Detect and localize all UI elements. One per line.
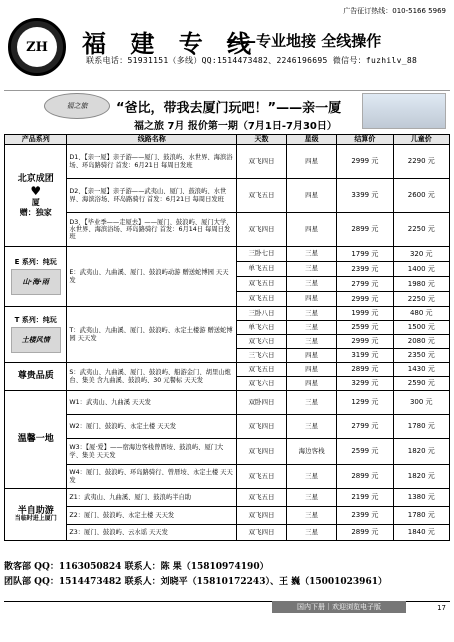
star: 三星 <box>287 335 337 349</box>
star: 三星 <box>287 525 337 541</box>
days: 双飞四日 <box>237 145 287 179</box>
category-beijing <box>5 145 67 247</box>
route-name: E：武夷山、九曲溪、厦门、鼓浪屿动游 赠送蛇博园 天天发 <box>67 247 237 307</box>
logo-text: ZH <box>17 27 57 67</box>
header <box>4 18 450 88</box>
days: 单飞六日 <box>237 321 287 335</box>
logo <box>8 18 66 76</box>
star: 四星 <box>287 213 337 247</box>
col-header: 星级 <box>287 135 337 145</box>
col-header: 结算价 <box>337 135 393 145</box>
table-row <box>5 307 450 321</box>
child-price: 2350 元 <box>393 349 449 363</box>
days: 双卧四日 <box>237 391 287 415</box>
star: 四星 <box>287 145 337 179</box>
price: 2599 元 <box>337 321 393 335</box>
table-row <box>5 391 450 415</box>
price: 3199 元 <box>337 349 393 363</box>
days: 双飞五日 <box>237 489 287 507</box>
child-price: 2250 元 <box>393 292 449 307</box>
child-price: 1780 元 <box>393 507 449 525</box>
promo-logo: 福之旅 <box>44 93 110 119</box>
days: 双飞六日 <box>237 377 287 391</box>
heart-icon: ♥ <box>30 183 42 198</box>
site-banner: 国内下册｜欢迎浏览电子版 www.zyoo.net <box>272 601 406 613</box>
star: 四星 <box>287 363 337 377</box>
days: 双飞五日 <box>237 179 287 213</box>
category-vip: 尊贵品质 <box>5 363 67 391</box>
route-name: Z1：武夷山、九曲溪、厦门、鼓浪屿半自助 <box>67 489 237 507</box>
route-name: W2：厦门、鼓浪屿、永定土楼 天天发 <box>67 415 237 439</box>
brand-subtitle: ——专业地接 全线操作 <box>226 32 382 50</box>
col-header: 天数 <box>237 135 287 145</box>
promo-slogan: “爸比，带我去厦门玩吧！”——亲一厦 <box>116 101 342 116</box>
promo-banner <box>4 90 450 133</box>
child-price: 1820 元 <box>393 465 449 489</box>
table-row <box>5 465 450 489</box>
category-sub: 厦 <box>31 198 40 208</box>
table-row <box>5 415 450 439</box>
table-row <box>5 507 450 525</box>
price: 3299 元 <box>337 377 393 391</box>
days: 三飞六日 <box>237 349 287 363</box>
star: 三星 <box>287 277 337 292</box>
route-name: T：武夷山、九曲溪、厦门、鼓浪屿、永定土楼游 赠送蛇博园 天天发 <box>67 307 237 363</box>
table-row <box>5 489 450 507</box>
price: 1799 元 <box>337 247 393 262</box>
category-warm: 温馨一地 <box>5 391 67 489</box>
footer-contacts <box>4 560 450 590</box>
days: 单飞五日 <box>237 262 287 277</box>
col-header: 产品系列 <box>5 135 67 145</box>
category-gift: 赠：独家 <box>19 207 52 217</box>
category-sub: 当临时进上厦门 <box>14 515 57 523</box>
star: 三星 <box>287 465 337 489</box>
price: 3399 元 <box>337 179 393 213</box>
table-row <box>5 363 450 377</box>
child-price: 1840 元 <box>393 525 449 541</box>
child-price: 1780 元 <box>393 415 449 439</box>
star: 海边客栈 <box>287 439 337 465</box>
star: 三星 <box>287 321 337 335</box>
price: 1299 元 <box>337 391 393 415</box>
star: 三星 <box>287 507 337 525</box>
route-name: S：武夷山、九曲溪、厦门、鼓浪屿、船游金门、胡里山炮台、集美 含九曲溪、鼓浪屿、30 元餐标 天天发 <box>67 363 237 391</box>
table-row <box>5 247 450 262</box>
category-e <box>5 247 67 307</box>
table-row <box>5 439 450 465</box>
route-name: W1：武夷山、九曲溪 天天发 <box>67 391 237 415</box>
col-header: 儿童价 <box>393 135 449 145</box>
category-title: T 系列：纯玩 <box>14 316 57 325</box>
days: 双飞四日 <box>237 507 287 525</box>
price: 2899 元 <box>337 525 393 541</box>
star: 三星 <box>287 391 337 415</box>
days: 双飞四日 <box>237 525 287 541</box>
child-price: 2290 元 <box>393 145 449 179</box>
retail-contact: 散客部 QQ：1163050824 联系人：陈 果（15810974190） <box>4 562 269 572</box>
price: 2999 元 <box>337 145 393 179</box>
table-row <box>5 525 450 541</box>
price: 2899 元 <box>337 213 393 247</box>
days: 双飞五日 <box>237 277 287 292</box>
contact-line: 联系电话：51931151（多线）QQ:1514473482、2246196695 微信号：fuzhilv_88 <box>86 56 418 65</box>
child-price: 2080 元 <box>393 335 449 349</box>
page-number: 17 <box>437 604 446 612</box>
promo-period: 福之旅 7月 报价第一期（7月1日-7月30日） <box>134 121 337 132</box>
star: 四星 <box>287 349 337 363</box>
star: 四星 <box>287 292 337 307</box>
scenery-image: 山·海·雨 <box>11 269 61 295</box>
star: 三星 <box>287 247 337 262</box>
days: 双飞四日 <box>237 213 287 247</box>
category-title: E 系列：纯玩 <box>14 258 57 267</box>
table-row <box>5 145 450 179</box>
route-name: D2、【亲一厦】亲子游——武夷山、厦门、鼓浪屿、水世界、海滨浴场、环岛路骑行 首发：6月21日 每周日发班 <box>67 179 237 213</box>
price: 2999 元 <box>337 292 393 307</box>
days: 双飞五日 <box>237 465 287 489</box>
ad-hotline: 广告征订热线：010-5166 5969 <box>343 7 446 15</box>
child-price: 1430 元 <box>393 363 449 377</box>
category-title: 北京成团 <box>17 174 54 185</box>
star: 四星 <box>287 179 337 213</box>
child-price: 1400 元 <box>393 262 449 277</box>
price: 2599 元 <box>337 439 393 465</box>
price: 2199 元 <box>337 489 393 507</box>
days: 双飞五日 <box>237 363 287 377</box>
child-price: 300 元 <box>393 391 449 415</box>
child-price: 1500 元 <box>393 321 449 335</box>
route-name: Z3：厦门、鼓浪屿、云水谣 天天发 <box>67 525 237 541</box>
child-price: 480 元 <box>393 307 449 321</box>
scenery-image: 土楼风情 <box>11 327 61 353</box>
brand-title: 福 建 专 线 <box>82 29 260 58</box>
child-price: 1820 元 <box>393 439 449 465</box>
star: 三星 <box>287 262 337 277</box>
price: 2999 元 <box>337 335 393 349</box>
route-name: D3、【毕业季——走厦去】——厦门、鼓浪屿、厦门大学、水世界、海滨浴场、环岛路骑行 首发：6月14日 每周日发班 <box>67 213 237 247</box>
days: 双飞四日 <box>237 439 287 465</box>
price-table <box>4 134 450 541</box>
price: 1999 元 <box>337 307 393 321</box>
days: 三卧八日 <box>237 307 287 321</box>
child-price: 1380 元 <box>393 489 449 507</box>
child-price: 2600 元 <box>393 179 449 213</box>
route-name: Z2：厦门、鼓浪屿、永定土楼 天天发 <box>67 507 237 525</box>
price: 2799 元 <box>337 277 393 292</box>
star: 四星 <box>287 377 337 391</box>
child-price: 2590 元 <box>393 377 449 391</box>
price: 2899 元 <box>337 363 393 377</box>
table-header-row <box>5 135 450 145</box>
star: 三星 <box>287 415 337 439</box>
table-row <box>5 213 450 247</box>
col-header: 线路名称 <box>67 135 237 145</box>
route-name: D1、【亲一厦】亲子游——厦门、鼓浪屿、水世界、海滨浴场、环岛路骑行 首发：6月21日 每周日发班 <box>67 145 237 179</box>
price: 2799 元 <box>337 415 393 439</box>
group-contact: 团队部 QQ：1514473482 联系人：刘晓平（15810172243）、王 巍（15001023961） <box>4 577 387 587</box>
category-semi <box>5 489 67 541</box>
child-price: 1980 元 <box>393 277 449 292</box>
route-name: W3：【厦·爱】——宿海边客栈曾厝垵、鼓浪屿、厦门大学、集美 天天发 <box>67 439 237 465</box>
category-title: 半自助游 <box>17 505 54 516</box>
days: 双飞六日 <box>237 335 287 349</box>
days: 双飞四日 <box>237 415 287 439</box>
days: 双飞五日 <box>237 292 287 307</box>
table-row <box>5 179 450 213</box>
days: 三卧七日 <box>237 247 287 262</box>
child-price: 2250 元 <box>393 213 449 247</box>
price: 2899 元 <box>337 465 393 489</box>
child-price: 320 元 <box>393 247 449 262</box>
beach-photo <box>362 93 446 129</box>
star: 三星 <box>287 307 337 321</box>
category-t <box>5 307 67 363</box>
price: 2399 元 <box>337 507 393 525</box>
route-name: W4：厦门、鼓浪屿、环岛路骑行、曾厝垵、永定土楼 天天发 <box>67 465 237 489</box>
price: 2399 元 <box>337 262 393 277</box>
star: 三星 <box>287 489 337 507</box>
